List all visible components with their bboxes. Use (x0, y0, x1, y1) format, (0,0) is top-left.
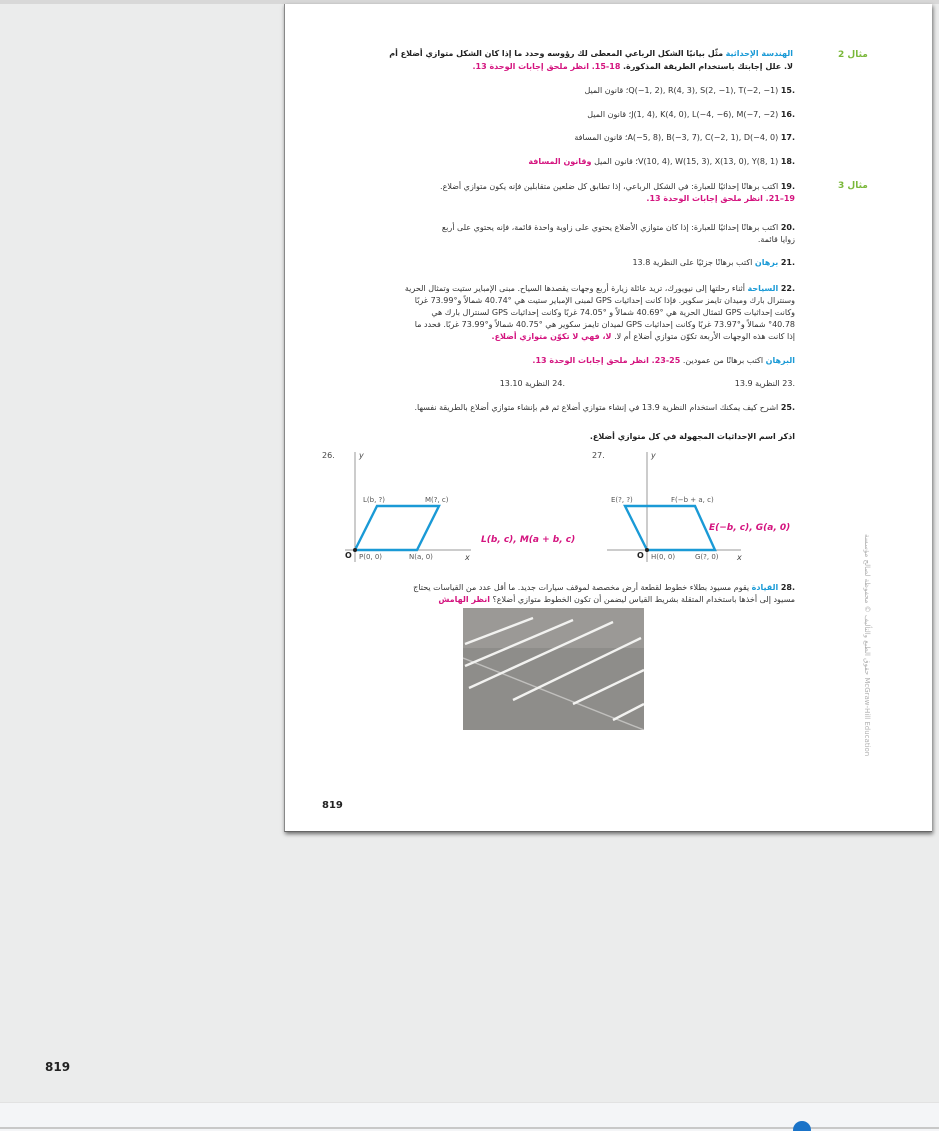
exercise-28-lead: القيادة (751, 583, 779, 592)
exercise-19-answer-line (325, 193, 795, 205)
exercise-24: .24 النظرية 13.10 (499, 379, 565, 388)
exercise-16 (325, 109, 795, 121)
exercise-22-answer: لا، فهي لا تكوّن متوازي أضلاع. (491, 332, 612, 341)
exercise-20-number: .20 (780, 223, 795, 232)
exercise-22-line2: وسنترال بارك وميدان تايمز سكوير. فإذا كانت إحداثيات GPS لمبنى الإمباير ستيت هي °40.74 شمالاً و°73.99 غربًا (414, 296, 795, 305)
graph-27-origin: O (637, 551, 644, 560)
graph-26-x-label: x (465, 553, 470, 562)
exercise-22-line5-text: إذا كانت هذه الوجهات الأربعة تكوّن متوازي أضلاع أم لا. (614, 332, 795, 341)
exercise-22-lead: السياحة (747, 284, 779, 293)
graph-27-point-g: G(?, 0) (695, 553, 719, 561)
parking-lot-photo (463, 608, 644, 730)
graph-26-parallelogram (355, 506, 439, 550)
exercise-19-number: .19 (780, 182, 795, 191)
exercise-20-line2: زوايا قائمة. (757, 235, 795, 244)
exercise-22-line1: أثناء رحلتها إلى نيويورك، تريد عائلة زيارة أربع وجهات يقصدها السياح. مبنى الإمباير ستيت وتمثال الحرية (404, 284, 745, 293)
exercise-22-line3: وكانت إحداثيات GPS لتمثال الحرية هي °40.69 شمالاً و °74.05 غربًا وكانت إحداثيات GPS لسنترال بارك هي (431, 308, 795, 317)
outer-page-number: 819 (45, 1060, 71, 1074)
graph-26-point-p (353, 548, 357, 552)
exercise-20-line1: اكتب برهانًا إحداثيًا للعبارة: إذا كان متوازي الأضلاع يحتوي على زاوية واحدة قائمة، فإنه يحتوي على أربع (441, 223, 779, 232)
proof-section-text: اكتب برهانًا من عمودين. (682, 356, 764, 365)
exercise-25-text: اشرح كيف يمكنك استخدام النظرية 13.9 في إنشاء متوازي أضلاع ثم قم بإنشاء متوازي أضلاع بالطريقة نفسها. (414, 403, 779, 412)
graph-27-parallelogram (625, 506, 715, 550)
exercise-28-answer: انظر الهامش (438, 595, 490, 604)
example-2-line2 (305, 61, 793, 73)
graph-27-answer: E(−b, c), G(a, 0) (709, 523, 791, 533)
graph-27 (591, 444, 809, 564)
graph-26-point-l: L(b, ?) (363, 496, 385, 504)
exercise-28-line1: يقوم مسيود بطلاء خطوط لقطعة أرض مخصصة لموقف سيارات جديد. ما أقل عدد من القياسات يحتاج (413, 583, 750, 592)
exercise-16-text: J(1, 4), K(4, 0), L(−4, −6), M(−7, −2)؛ قانون الميل (587, 110, 779, 119)
exercise-28-line2-text: مسيود إلى أخذها باستخدام المتقلة بشريط القياس ليضمن أن تكون الخطوط متوازي أضلاع؟ (492, 595, 795, 604)
exercise-17-text: A(−5, 8), B(−3, 7), C(−2, 1), D(−4, 0)؛ قانون المسافة (574, 133, 779, 142)
document-page (284, 4, 932, 832)
exercise-15-number: .15 (780, 86, 795, 95)
coordinates-prompt: اذكر اسم الإحداثيات المجهولة في كل متوازي أضلاع. (589, 432, 795, 441)
exercise-15-text: Q(−1, 2), R(4, 3), S(2, −1), T(−2, −1)؛ قانون الميل (584, 86, 779, 95)
exercise-21 (325, 257, 795, 269)
graph-27-y-label: y (651, 451, 656, 460)
exercise-22-line5 (325, 331, 795, 343)
graph-26-origin: O (345, 551, 352, 560)
exercise-16-number: .16 (780, 110, 795, 119)
graph-26 (321, 444, 593, 564)
exercise-22-line4: °40.78 شمالاً و°73.97 غربًا وكانت إحداثيات GPS لميدان تايمز سكوير هي °40.75 شمالاً و°73.99 غربًا. فحدد ما (414, 320, 795, 329)
graph-27-point-h-label: H(0, 0) (651, 553, 676, 561)
page-number: 819 (322, 800, 343, 811)
example-2-heading (305, 48, 793, 60)
exercise-19-text: اكتب برهانًا إحداثيًا للعبارة: في الشكل الرباعي، إذا تطابق كل ضلعين متقابلين فإنه يكون متوازي أضلاع. (440, 182, 779, 191)
exercise-28 (325, 582, 795, 594)
example-2-answer: 18-15. انظر ملحق إجابات الوحدة 13. (472, 62, 621, 71)
proof-section-lead: البرهان (765, 356, 795, 365)
exercise-21-text: اكتب برهانًا جزئيًا على النظرية 13.8 (632, 258, 753, 267)
example-3-tag: مثال 3 (838, 181, 868, 191)
example-2-line1: مثّل بيانيًا الشكل الرباعي المعطى لك رؤوسه وحدد ما إذا كان الشكل متوازي أضلاع أم (389, 49, 724, 58)
exercise-25-number: .25 (780, 403, 795, 412)
exercise-22-number: .22 (780, 284, 795, 293)
exercise-21-lead: برهان (754, 258, 779, 267)
graph-26-label: 26. (322, 451, 335, 460)
exercise-18-number: .18 (780, 157, 795, 166)
graph-27-point-h (645, 548, 649, 552)
exercise-18 (325, 156, 795, 168)
exercise-23: .23 النظرية 13.9 (734, 379, 795, 388)
exercise-22 (325, 283, 795, 295)
exercise-15 (325, 85, 795, 97)
parking-lines-drawing (463, 608, 644, 730)
exercise-18-answer: وقانون المسافة (528, 157, 592, 166)
graph-26-y-label: y (359, 451, 364, 460)
graph-27-point-e: E(?, ?) (611, 496, 633, 504)
exercise-21-number: .21 (780, 258, 795, 267)
exercise-25 (325, 402, 795, 414)
graph-27-label: 27. (592, 451, 605, 460)
proof-section-heading (325, 355, 795, 367)
exercise-20 (325, 222, 795, 234)
exercise-17 (325, 132, 795, 144)
graph-26-point-n: N(a, 0) (409, 553, 433, 561)
graph-26-answer: L(b, c), M(a + b, c) (481, 535, 576, 545)
graph-26-point-p-label: P(0, 0) (359, 553, 383, 561)
graph-27-x-label: x (737, 553, 742, 562)
example-2-lead: الهندسة الإحداثية (725, 49, 793, 58)
exercise-17-number: .17 (780, 133, 795, 142)
exercise-28-number: .28 (780, 583, 795, 592)
exercise-19 (325, 181, 795, 193)
exercise-18-text: V(10, 4), W(15, 3), X(13, 0), Y(8, 1)؛ قانون الميل (594, 157, 779, 166)
graph-27-point-f: F(−b + a, c) (671, 496, 714, 504)
publisher-credit: حقوق الطبع والتأليف © محفوظة لصالح مؤسسة McGraw-Hill Education (863, 534, 871, 757)
proof-section-answer: 25-23. انظر ملحق إجابات الوحدة 13. (532, 356, 681, 365)
example-2-tag: مثال 2 (838, 50, 868, 60)
example-2-line2-text: لا. علل إجابتك باستخدام الطريقة المذكورة. (622, 62, 793, 71)
exercise-28-line2 (325, 594, 795, 606)
graph-26-point-m: M(?, c) (425, 496, 449, 504)
exercise-19-answer: 19–21. انظر ملحق إجابات الوحدة 13. (646, 194, 795, 203)
